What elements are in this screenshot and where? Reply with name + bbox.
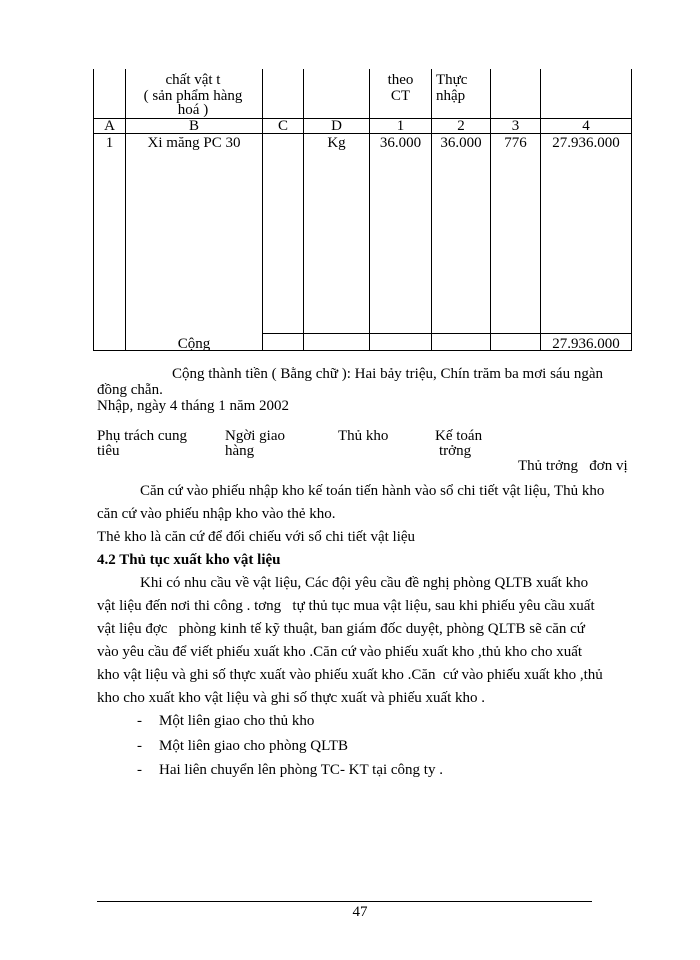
table-col-sep-12	[431, 69, 432, 351]
signature-purchasing-line1: Phụ trách cung	[97, 428, 187, 444]
signature-chief-accountant-line2: trởng	[439, 443, 472, 459]
header-col-2-line2: nhập	[436, 88, 466, 104]
list-item-text: Hai liên chuyển lên phòng TC- KT tại công ty .	[159, 762, 443, 778]
bullet-dash: -	[137, 713, 142, 729]
section-heading: 4.2 Thủ tục xuất kho vật liệu	[97, 552, 281, 568]
header-col-1-line1: theo	[387, 72, 414, 88]
bullet-dash: -	[137, 762, 142, 778]
header-col-b-line2: ( sản phẩm hàng	[143, 88, 243, 104]
table-col-sep-cd	[303, 69, 304, 351]
row-qty-document: 36.000	[379, 135, 422, 151]
header-col-b	[128, 72, 258, 118]
footer-rule	[97, 901, 592, 902]
code-2: 2	[457, 118, 465, 134]
list-item-text: Một liên giao cho thủ kho	[159, 713, 315, 729]
table-col-sep-23	[490, 69, 491, 351]
code-b: B	[188, 118, 199, 134]
table-col-sep-bc	[262, 69, 263, 351]
page-number: 47	[352, 904, 368, 920]
code-3: 3	[511, 118, 520, 134]
signature-deliverer-line2: hàng	[225, 443, 255, 459]
header-col-1-line2: CT	[390, 88, 411, 104]
header-col-b-line3: hoá )	[177, 102, 209, 118]
signature-purchasing-line2: tiêu	[97, 443, 120, 459]
header-col-b-line1: chất vật t	[165, 72, 221, 88]
code-d: D	[331, 118, 342, 134]
table-border-left	[93, 69, 94, 351]
signature-chief-accountant	[435, 429, 482, 459]
paragraph-2-line1: Khi có nhu cầu về vật liệu, Các đội yêu cầu đề nghị phòng QLTB xuất kho	[140, 575, 589, 591]
table-border-right	[631, 69, 632, 351]
row-qty-actual: 36.000	[440, 135, 482, 151]
signature-deliverer-line1: Ngời giao	[225, 428, 286, 444]
amount-in-words: Cộng thành tiền ( Bằng chữ ): Hai bảy triệu, Chín trăm ba mơi sáu ngàn	[172, 366, 603, 382]
paragraph-2-line5: kho vật liệu và ghi số thực xuất vào phiếu xuất kho .Căn cứ vào phiếu xuất kho ,thủ	[97, 667, 603, 683]
header-col-2	[432, 72, 490, 104]
code-a: A	[104, 118, 115, 134]
header-col-1	[370, 72, 431, 104]
signature-storekeeper-line1: Thủ kho	[338, 428, 389, 444]
paragraph-2-line4: vào yêu cầu để viết phiếu xuất kho .Căn cứ vào phiếu xuất kho ,thủ kho cho xuất	[97, 644, 583, 660]
paragraph-2-line6: kho cho xuất kho vật liệu và ghi số thực xuất và phiếu xuất kho .	[97, 690, 486, 706]
code-4: 4	[582, 118, 590, 134]
paragraph-1-line1: Căn cứ vào phiếu nhập kho kế toán tiến hành vào sổ chi tiết vật liệu, Thủ kho	[140, 483, 605, 499]
row-unit-price: 776	[504, 135, 527, 151]
receipt-date: Nhập, ngày 4 tháng 1 năm 2002	[97, 398, 290, 414]
signature-purchasing	[97, 429, 187, 459]
code-1: 1	[396, 118, 405, 134]
total-value: 27.936.000	[552, 336, 620, 352]
row-stt: 1	[105, 135, 114, 151]
total-label: Cộng	[177, 336, 211, 352]
paragraph-2-line3: vật liệu đợc phòng kinh tế kỹ thuật, ban giám đốc duyệt, phòng QLTB sẽ căn cứ	[97, 621, 585, 637]
row-unit: Kg	[327, 135, 346, 151]
bullet-dash: -	[137, 738, 142, 754]
signature-deliverer	[225, 429, 285, 459]
signature-storekeeper	[338, 429, 388, 444]
header-col-2-line1: Thực	[436, 72, 468, 88]
amount-in-words-continued: đồng chẵn.	[97, 382, 163, 398]
table-col-sep-d1	[369, 69, 370, 351]
row-amount: 27.936.000	[552, 135, 620, 151]
signature-chief-accountant-line1: Kế toán	[435, 428, 483, 444]
signature-unit-head-line1: Thủ trởng đơn vị	[518, 458, 628, 474]
table-col-sep-34	[540, 69, 541, 351]
list-item-text: Một liên giao cho phòng QLTB	[159, 738, 349, 754]
paragraph-1-line3: Thẻ kho là căn cứ để đối chiếu với sổ chi tiết vật liệu	[97, 529, 416, 545]
paragraph-2-line2: vật liệu đến nơi thi công . tơng tự thủ tục mua vật liệu, sau khi phiếu yêu cầu xuất	[97, 598, 595, 614]
table-col-sep-ab	[125, 69, 126, 351]
row-material: Xi măng PC 30	[147, 135, 241, 151]
code-c: C	[277, 118, 288, 134]
paragraph-1-line2: căn cứ vào phiếu nhập kho vào thẻ kho.	[97, 506, 336, 522]
table-total-top-line	[262, 333, 632, 334]
